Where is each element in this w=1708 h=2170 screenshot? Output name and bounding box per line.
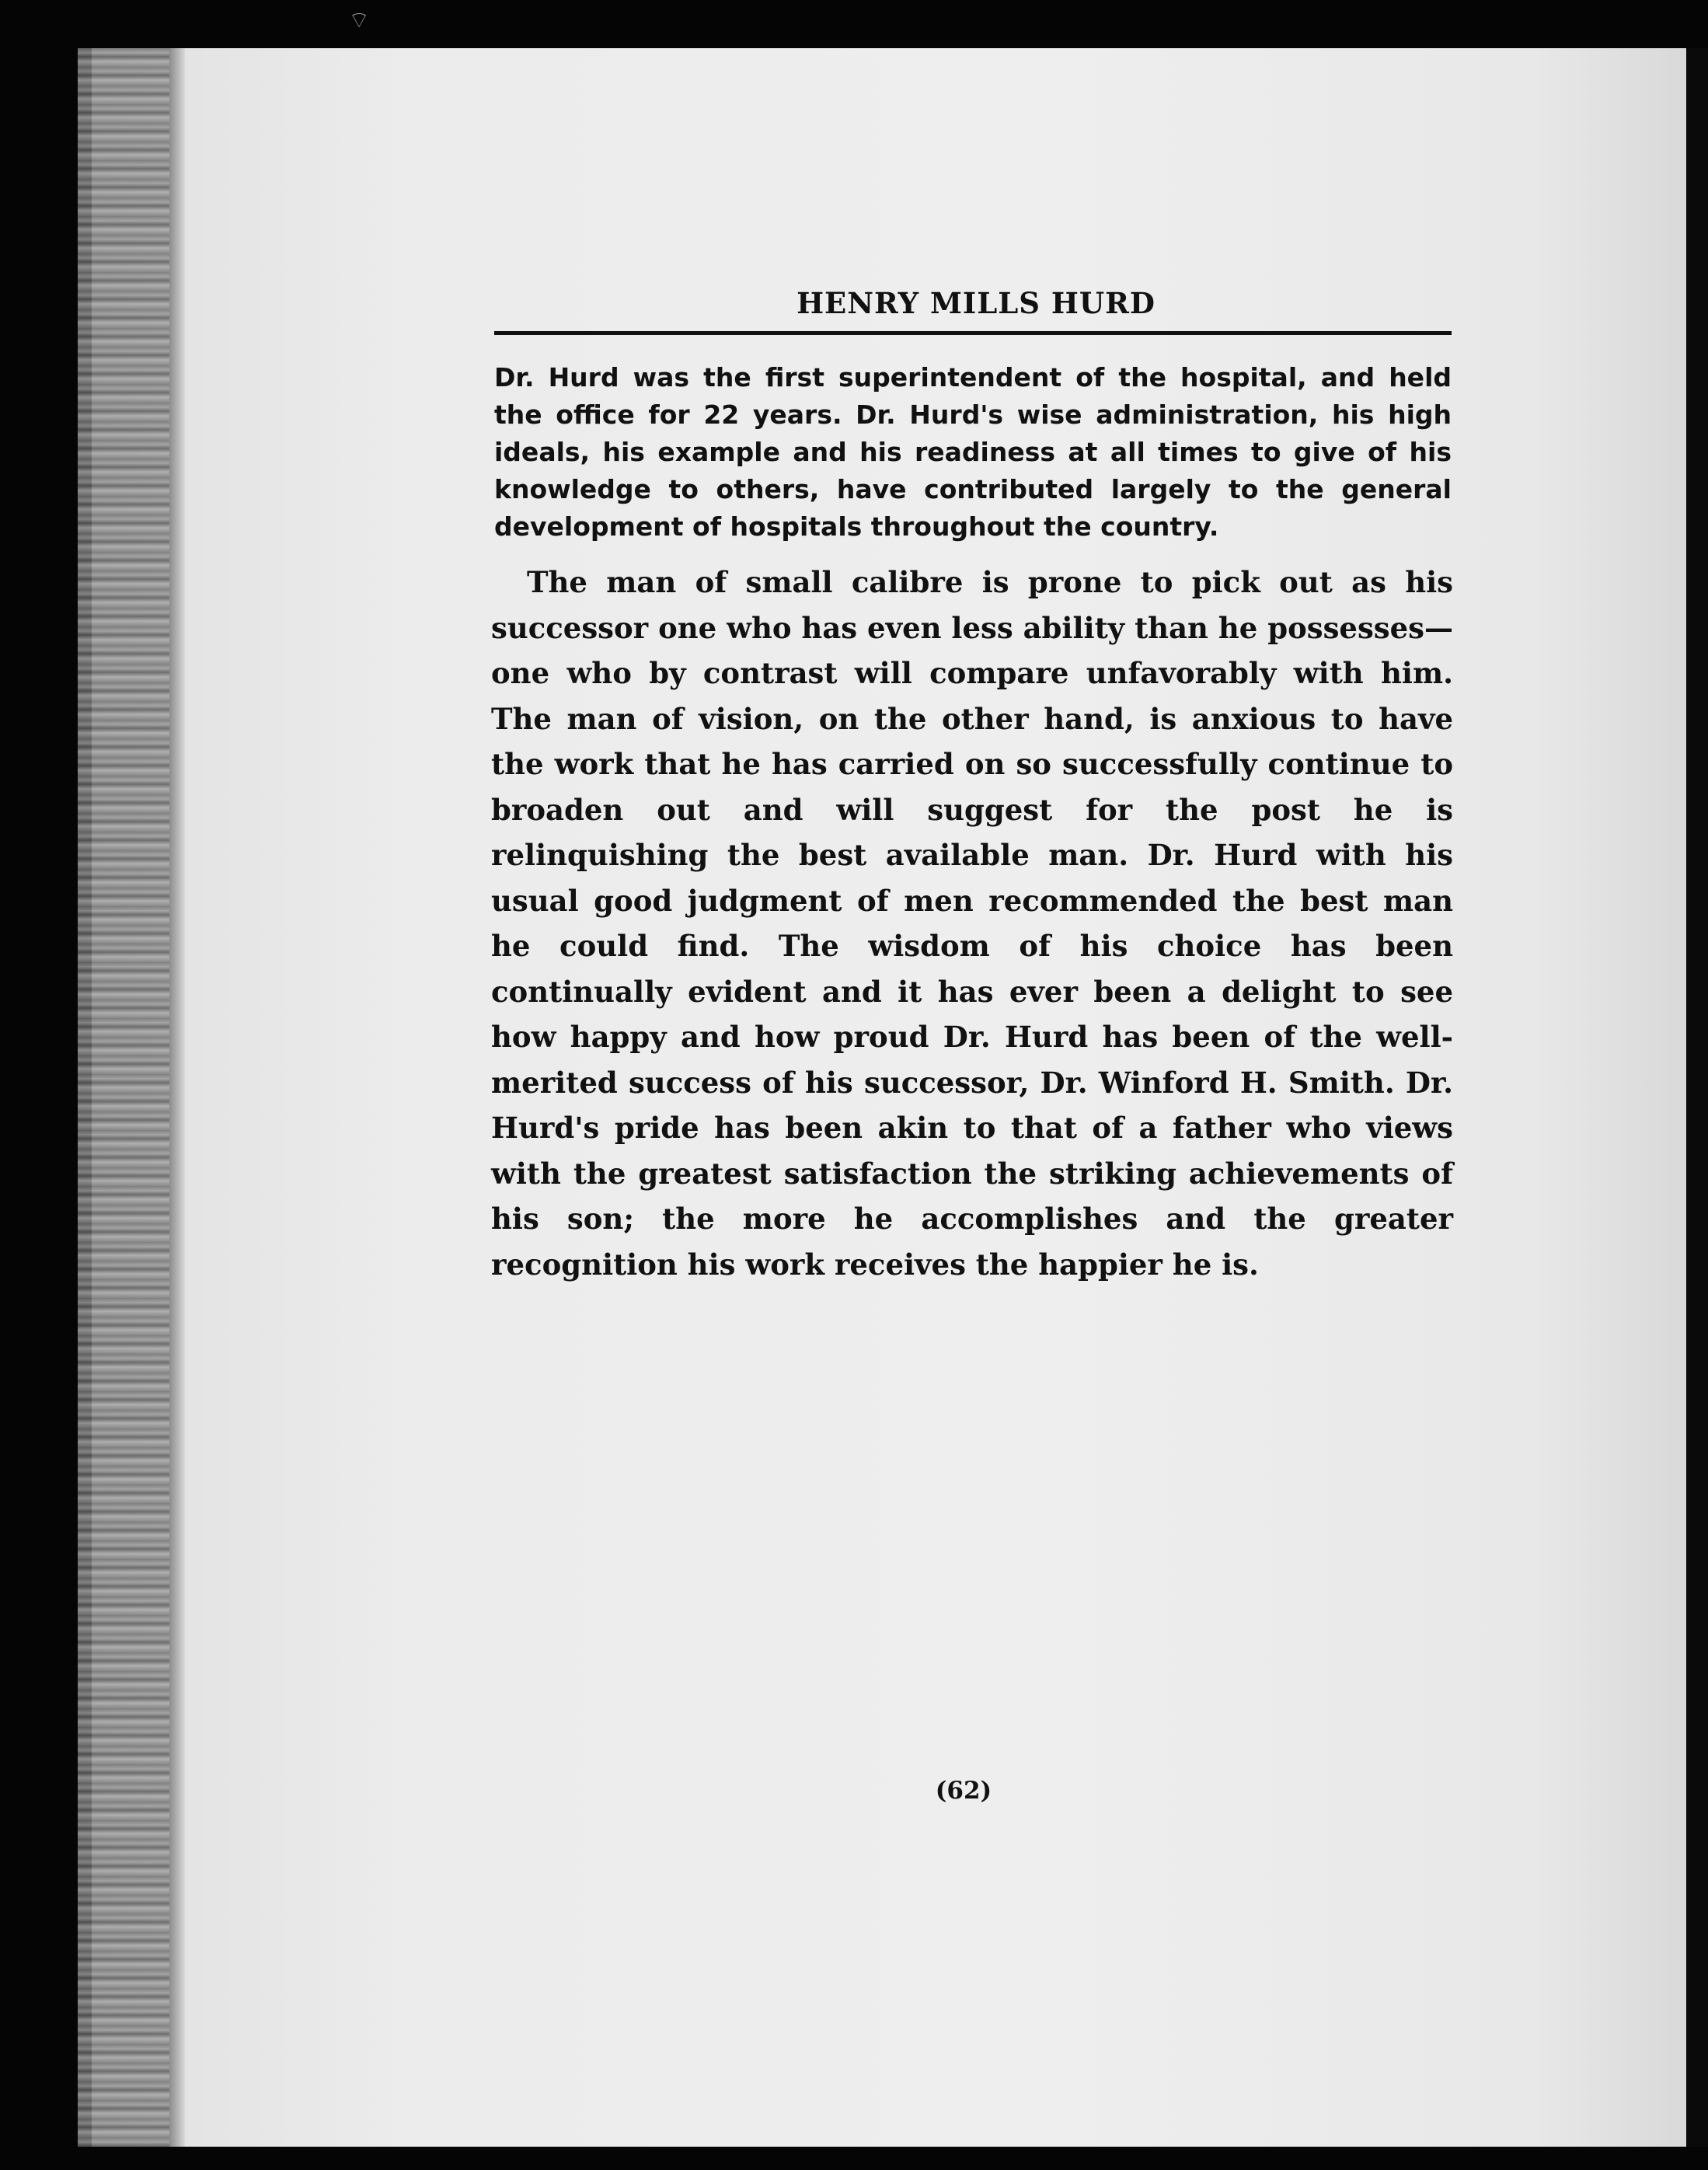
scan-artifact-icon: ⌔	[348, 7, 371, 34]
binding-edge	[169, 48, 185, 2147]
page-right-edge	[1686, 48, 1708, 2147]
page-number: (62)	[935, 1777, 992, 1805]
body-paragraph: The man of small calibre is prone to pick out as his successor one who has even less ability than he possesses—one who by contrast will compare unfavorably with him. The man of vision, on the other hand, is anxious to have the work that he has carried on so successfully continue to broaden out and will suggest for the post he is relinquishing the best available man. Dr. Hurd with his usual good judgment of men recommended the best man he could find. The wisdom of his choice has been continually evident and it has ever been a delight to see how happy and how proud Dr. Hurd has been of the well-merited success of his successor, Dr. Winford H. Smith. Dr. Hurd's pride has been akin to that of a father who views with the greatest satisfaction the striking achievements of his son; the more he accomplishes and the greater recognition his work receives the happier he is.	[491, 565, 1453, 1282]
intro-paragraph: Dr. Hurd was the first superintendent of the hospital, and held the office for 22 years. Dr. Hurd's wise administration, his high ideals, his example and his readiness at all times to give of his knowledge to others, have contributed largely to the general development of hospitals throughout the country.	[494, 362, 1452, 542]
running-head: HENRY MILLS HURD	[796, 286, 1156, 320]
header-rule	[494, 331, 1452, 335]
book-binding	[78, 48, 179, 2147]
